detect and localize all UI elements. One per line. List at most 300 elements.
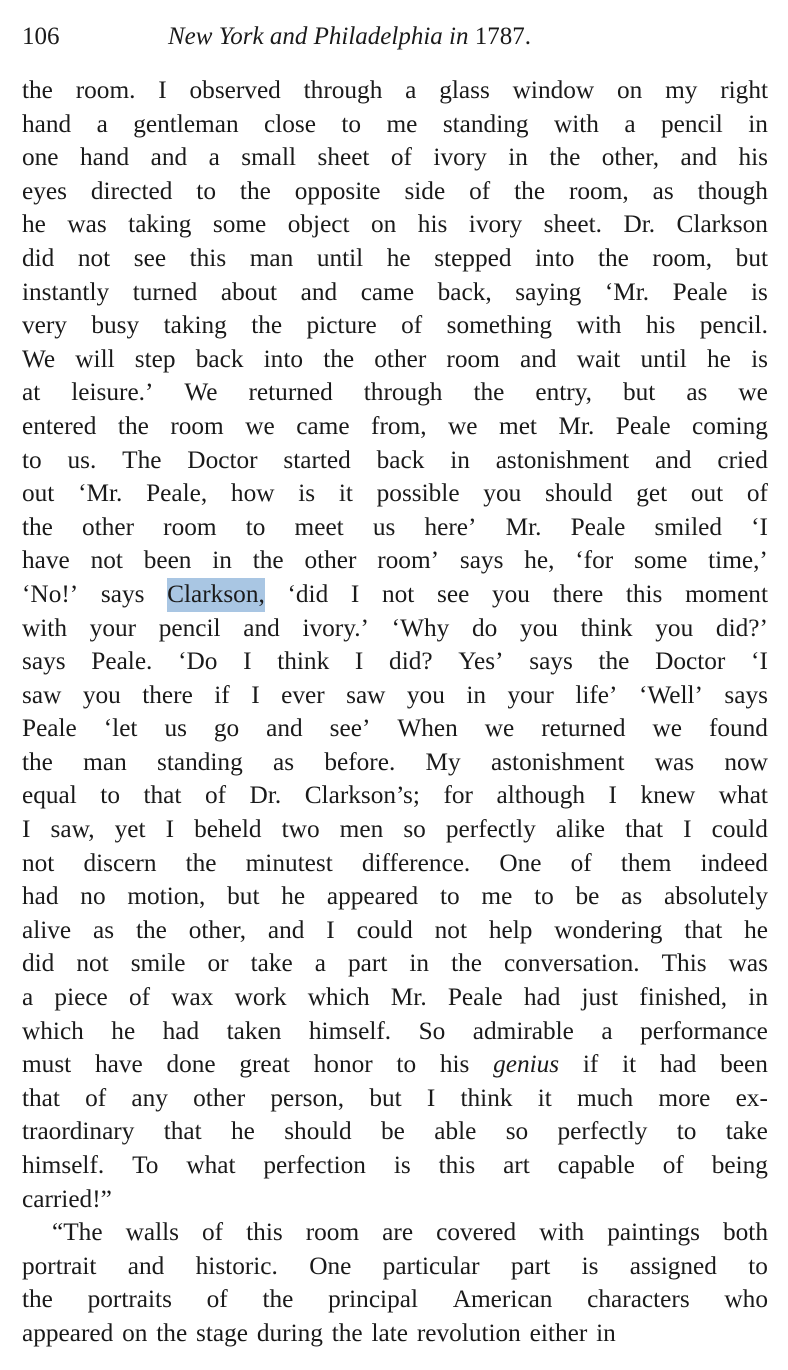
word: much (576, 1083, 634, 1112)
word: there (552, 579, 604, 608)
word: them (620, 848, 672, 877)
word: but (227, 882, 260, 911)
word: being (711, 1151, 768, 1179)
word: part (510, 1251, 551, 1280)
word: could (711, 815, 768, 844)
word: the (156, 1318, 188, 1347)
word: through (303, 76, 383, 104)
word: perfection (263, 1151, 366, 1179)
word: I (158, 76, 167, 104)
word: admirable (472, 1016, 574, 1045)
word: done (166, 1050, 216, 1079)
word: had (659, 1050, 697, 1079)
word: saw (346, 680, 386, 709)
word: the (251, 311, 283, 340)
text-line (22, 544, 768, 578)
word: small (241, 143, 297, 172)
word: object (287, 210, 350, 239)
word: directed (90, 176, 173, 205)
word: this (625, 579, 663, 608)
word: pencil (158, 613, 221, 642)
word: and (680, 143, 717, 172)
word: other, (601, 143, 660, 172)
word: the (22, 747, 53, 776)
word: us. (67, 445, 97, 474)
text-line (22, 1115, 768, 1149)
word: portrait (22, 1251, 97, 1280)
word: wondering (554, 915, 663, 944)
word: taking (163, 311, 227, 340)
word: says (529, 647, 573, 676)
word: either (529, 1318, 588, 1347)
word: with (22, 613, 67, 642)
word: you (491, 579, 530, 608)
word: at (22, 378, 41, 407)
word: taking (128, 210, 192, 239)
word: of (128, 983, 151, 1012)
word: One (309, 1251, 352, 1280)
word: picture (306, 311, 377, 340)
word: turned (132, 277, 198, 306)
word: sheet (317, 143, 370, 172)
word: with (539, 1218, 585, 1247)
word: so (403, 815, 426, 844)
word: any (131, 1083, 168, 1112)
word: it (622, 1050, 637, 1079)
word: time,’ (708, 546, 768, 575)
word: we (448, 411, 478, 440)
text-line (22, 242, 768, 276)
word: Peale (672, 277, 728, 306)
word: through (363, 378, 443, 407)
word: the (514, 176, 546, 205)
word: during (256, 1318, 323, 1347)
word: ‘for (575, 546, 614, 575)
word: honor (313, 1050, 373, 1079)
word: of (202, 1218, 224, 1247)
word: Dr. (623, 210, 656, 239)
word: until (316, 243, 364, 272)
word: and (267, 915, 305, 944)
word: his (439, 1050, 470, 1079)
text-line (22, 746, 768, 780)
running-title (168, 20, 531, 54)
word: “The (52, 1218, 103, 1247)
word: the (135, 915, 167, 944)
word: as (93, 915, 115, 944)
word: of (204, 781, 227, 810)
word: the (451, 949, 482, 978)
word: window (512, 76, 595, 104)
word: back, (437, 277, 492, 306)
word: very (22, 311, 67, 340)
word: is (581, 1251, 599, 1280)
word: ex- (735, 1083, 768, 1112)
word: equal (22, 781, 77, 810)
text-line (22, 578, 768, 612)
word: but (369, 1083, 402, 1112)
word: To (132, 1151, 159, 1179)
word: some (633, 546, 688, 575)
word: eyes (22, 176, 67, 205)
word: pencil. (699, 311, 768, 340)
word: in (212, 546, 232, 575)
word: before. (324, 747, 396, 776)
word: he (230, 1117, 255, 1146)
word: great (239, 1050, 290, 1079)
word: he (111, 1016, 136, 1045)
text-line (22, 1015, 768, 1049)
word: help (488, 915, 533, 944)
word: or (207, 949, 229, 978)
word: gentleman (133, 109, 239, 138)
word: but (735, 243, 768, 272)
word: smiled (654, 512, 722, 541)
word: a (601, 1016, 613, 1045)
word: astonishment (490, 747, 625, 776)
word: we (484, 714, 515, 743)
word: saw (22, 680, 62, 709)
word: performance (640, 1016, 768, 1045)
word: not (22, 848, 55, 877)
word: alike (555, 815, 606, 844)
word: will (75, 344, 115, 373)
word: perfectly (557, 1117, 648, 1146)
text-line (22, 1216, 768, 1250)
word: which (307, 983, 370, 1012)
word: although (496, 781, 585, 810)
word: We (184, 378, 218, 407)
word: be (381, 1117, 405, 1146)
word: stage (196, 1318, 248, 1347)
word: a (314, 949, 326, 978)
text-line (22, 1149, 768, 1183)
word: on (371, 210, 397, 239)
word: revolution (416, 1318, 521, 1347)
word: I (354, 647, 364, 676)
word: step (134, 344, 176, 373)
text-line (22, 74, 768, 108)
word: as (621, 882, 643, 911)
text-line (22, 1183, 768, 1217)
word: to (748, 1251, 768, 1280)
word: yet (114, 815, 146, 844)
word: Dr. (249, 781, 282, 810)
word: in (409, 949, 430, 978)
word: his (417, 210, 448, 239)
word: must (22, 1050, 72, 1079)
word: into (535, 243, 575, 272)
word: take (725, 1117, 768, 1146)
word: stepped (434, 243, 512, 272)
word: and (266, 714, 303, 743)
word: busy (91, 311, 140, 340)
word: portraits (87, 1285, 172, 1314)
word: principal (328, 1285, 418, 1314)
word: to (676, 1117, 697, 1146)
word: of (401, 311, 423, 340)
word: sheet. (543, 210, 602, 239)
word: ivory (433, 143, 487, 172)
word: take (250, 949, 293, 978)
word: your (507, 680, 554, 709)
text-line (22, 1317, 768, 1351)
running-title-year: 1787. (474, 23, 531, 50)
word: So (418, 1016, 446, 1045)
word: that (625, 815, 664, 844)
word: finished, (639, 983, 728, 1012)
word: see (133, 243, 167, 272)
word: the (22, 76, 53, 104)
word: us (372, 512, 396, 541)
word: came (296, 411, 350, 440)
word: One (499, 848, 542, 877)
word: the (549, 143, 581, 172)
body-text (22, 74, 768, 1351)
word: standing (442, 109, 529, 138)
word: was (67, 210, 107, 239)
word: found (708, 714, 768, 743)
word: motion, (127, 882, 206, 911)
word: knew (640, 781, 696, 810)
word: hand (22, 109, 72, 138)
word: ‘No!’ (22, 579, 79, 608)
word: to (22, 445, 42, 474)
word: appeared (22, 1318, 114, 1347)
word: particular (382, 1251, 480, 1280)
word: returned (248, 378, 333, 407)
word: ‘I (751, 647, 768, 676)
word: room (305, 1218, 360, 1247)
selected-text[interactable]: Clarkson, (167, 578, 265, 612)
word: should (284, 1117, 352, 1146)
word: characters (587, 1285, 690, 1314)
word: are (382, 1218, 414, 1247)
text-line (22, 343, 768, 377)
word: of (570, 848, 592, 877)
word: he (281, 882, 306, 911)
word: says (724, 680, 768, 709)
word: go (213, 714, 240, 743)
word: glass (439, 76, 490, 104)
word: no (80, 882, 106, 911)
word: Peale, (146, 479, 208, 508)
word: if (214, 680, 230, 709)
word: the (185, 848, 217, 877)
word: meet (294, 512, 344, 541)
word: opposite (294, 176, 381, 205)
word: met (499, 411, 537, 440)
word: have (22, 546, 70, 575)
running-head (22, 20, 768, 54)
word: he, (524, 546, 555, 575)
word: to (196, 176, 216, 205)
word: was (654, 747, 695, 776)
word: perfectly (445, 815, 536, 844)
word: who (724, 1285, 768, 1314)
word: I (243, 647, 252, 676)
word: man (249, 243, 294, 272)
word: ‘Do (178, 647, 218, 676)
word: walls (125, 1218, 179, 1247)
word: beheld (194, 815, 262, 844)
word: Clarkson’s; (304, 781, 420, 810)
word: moment (685, 579, 768, 608)
word: do (471, 613, 498, 642)
word: the (252, 546, 284, 575)
word: and (520, 344, 557, 373)
word: room (446, 344, 500, 373)
word: I (165, 815, 175, 844)
word: for (443, 781, 473, 810)
word: ‘Well’ (638, 680, 703, 709)
word: you (655, 613, 694, 642)
word: astonishment (495, 445, 630, 474)
word: is (751, 277, 768, 306)
word: other, (188, 915, 247, 944)
word: capable (557, 1151, 635, 1179)
word: I (608, 781, 617, 810)
word: the (331, 1318, 363, 1347)
word: a (208, 143, 220, 172)
word: be (575, 882, 600, 911)
word: been (143, 546, 192, 575)
word: to (439, 882, 460, 911)
text-line (22, 108, 768, 142)
word: coming (692, 411, 768, 440)
word: ‘Mr. (78, 479, 123, 508)
word: both (723, 1218, 768, 1247)
word: in (748, 109, 768, 138)
word: ‘I (751, 512, 768, 541)
word: that (684, 915, 723, 944)
word: think (580, 613, 633, 642)
word: us (164, 714, 187, 743)
word: and (150, 143, 188, 172)
word: on (122, 1318, 148, 1347)
word: you (483, 479, 522, 508)
word: standing (157, 747, 243, 776)
text-line (22, 712, 768, 746)
word: my (665, 76, 698, 104)
word: covered (436, 1218, 517, 1247)
word: and (655, 445, 692, 474)
word: man (83, 747, 127, 776)
text-line (22, 309, 768, 343)
word: was (728, 949, 768, 978)
word: me (386, 109, 418, 138)
word: The (122, 445, 162, 474)
text-line (22, 1048, 768, 1082)
word: not (77, 243, 111, 272)
word: a (96, 109, 108, 138)
word: I (22, 815, 31, 844)
word: to (341, 109, 362, 138)
word: says (100, 579, 145, 608)
word: in (450, 445, 470, 474)
word: saying (515, 277, 582, 306)
word: I (251, 680, 260, 709)
text-line (22, 208, 768, 242)
word: indeed (700, 848, 768, 877)
word: side (404, 176, 446, 205)
word: started (283, 445, 351, 474)
word: returned (541, 714, 626, 743)
word: Peale (615, 411, 671, 440)
text-line (22, 779, 768, 813)
word: what (718, 781, 768, 810)
word: I (326, 915, 335, 944)
word: historic. (195, 1251, 278, 1280)
word: Peale. (91, 647, 153, 676)
word: We (22, 344, 56, 373)
word: the (598, 647, 630, 676)
word: ever (281, 680, 325, 709)
word: life’ (575, 680, 618, 709)
word: difference. (361, 848, 471, 877)
word: could (356, 915, 413, 944)
word: you (82, 680, 121, 709)
word: two (281, 815, 320, 844)
word: out (690, 479, 724, 508)
word: ‘Why (391, 613, 450, 642)
word: Clarkson (676, 210, 768, 239)
word: I (350, 579, 360, 608)
word: of (469, 176, 491, 205)
word: there (142, 680, 193, 709)
word: he (22, 210, 46, 239)
word: more (658, 1083, 711, 1112)
word: room (170, 411, 224, 440)
word: think (277, 647, 330, 676)
running-title-text: New York and Philadelphia in (168, 23, 469, 50)
word: get (636, 479, 668, 508)
word: one (22, 143, 59, 172)
word: entry, (535, 378, 593, 407)
word: ‘let (103, 714, 138, 743)
word: discern (83, 848, 157, 877)
word: the (262, 1285, 294, 1314)
word: other (304, 546, 357, 575)
word: observed (189, 76, 281, 104)
word: is (393, 1151, 411, 1179)
word: in (748, 983, 768, 1012)
word: room, (568, 176, 629, 205)
word: says (459, 546, 504, 575)
word: Yes’ (458, 647, 504, 676)
word: now (724, 747, 768, 776)
word: the (22, 1285, 53, 1314)
text-line (22, 847, 768, 881)
word: something (446, 311, 553, 340)
word: came (360, 277, 415, 306)
word: you (519, 613, 558, 642)
word: with (553, 109, 599, 138)
word: we (652, 714, 682, 743)
word: other (82, 512, 135, 541)
word: wait (576, 344, 621, 373)
word: Mr. (558, 411, 595, 440)
word: to (245, 512, 266, 541)
word: absolutely (664, 882, 768, 911)
word: to (396, 1050, 417, 1079)
word: Peale (22, 714, 77, 743)
text-line (22, 914, 768, 948)
word: pencil (660, 109, 723, 138)
word: he (386, 243, 411, 272)
word: did (22, 949, 55, 978)
word: think (460, 1083, 513, 1112)
